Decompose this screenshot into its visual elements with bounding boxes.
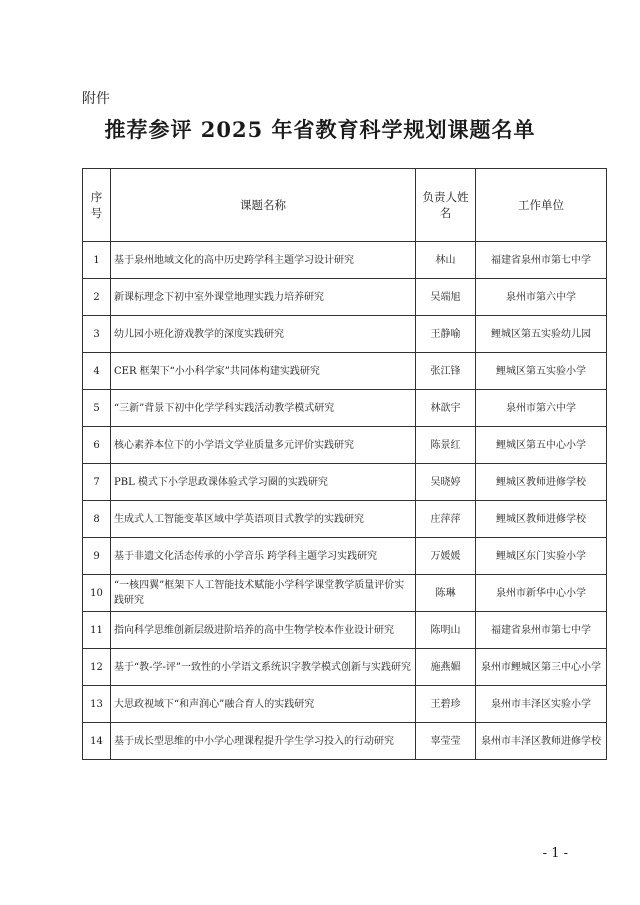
work-unit: 鲤城区第五中心小学	[476, 427, 607, 464]
table-row	[83, 501, 607, 538]
work-unit: 鲤城区第五实验幼儿园	[476, 316, 607, 353]
project-name: 指向科学思维创新层级进阶培养的高中生物学校本作业设计研究	[111, 612, 416, 649]
table-row	[83, 686, 607, 723]
header-unit: 工作单位	[476, 169, 607, 242]
project-name: 核心素养本位下的小学语文学业质量多元评价实践研究	[111, 427, 416, 464]
work-unit: 福建省泉州市第七中学	[476, 242, 607, 279]
project-leader: 施燕媚	[416, 649, 476, 686]
project-name: “一核四翼”框架下人工智能技术赋能小学科学课堂教学质量评价实践研究	[111, 575, 416, 612]
work-unit: 泉州市第六中学	[476, 390, 607, 427]
table-row	[83, 316, 607, 353]
project-name: 基于“教-学-评”一致性的小学语文系统识字教学模式创新与实践研究	[111, 649, 416, 686]
project-name: 基于泉州地域文化的高中历史跨学科主题学习设计研究	[111, 242, 416, 279]
work-unit: 泉州市丰泽区实验小学	[476, 686, 607, 723]
table-row	[83, 538, 607, 575]
project-name: 基于非遗文化活态传承的小学音乐 跨学科主题学习实践研究	[111, 538, 416, 575]
project-name: “三新”背景下初中化学学科实践活动教学模式研究	[111, 390, 416, 427]
row-number: 8	[83, 501, 111, 538]
work-unit: 鲤城区教师进修学校	[476, 501, 607, 538]
page-number: - 1 -	[542, 846, 568, 861]
row-number: 3	[83, 316, 111, 353]
table-row	[83, 612, 607, 649]
project-table	[82, 168, 607, 760]
work-unit: 鲤城区东门实验小学	[476, 538, 607, 575]
project-leader: 庄萍萍	[416, 501, 476, 538]
row-number: 6	[83, 427, 111, 464]
page-title: 推荐参评 2025 年省教育科学规划课题名单	[104, 117, 536, 142]
table-row	[83, 390, 607, 427]
row-number: 14	[83, 723, 111, 760]
work-unit: 泉州市鲤城区第三中心小学	[476, 649, 607, 686]
project-leader: 陈琳	[416, 575, 476, 612]
project-name: 幼儿园小班化游戏教学的深度实践研究	[111, 316, 416, 353]
project-name: 新课标理念下初中室外课堂地理实践力培养研究	[111, 279, 416, 316]
project-name: CER 框架下“小小科学家”共同体构建实践研究	[111, 353, 416, 390]
table-row	[83, 279, 607, 316]
work-unit: 鲤城区第五实验小学	[476, 353, 607, 390]
project-leader: 陈明山	[416, 612, 476, 649]
project-leader: 吴端旭	[416, 279, 476, 316]
project-leader: 张江锋	[416, 353, 476, 390]
table-row	[83, 353, 607, 390]
project-leader: 林歆宇	[416, 390, 476, 427]
project-leader: 林山	[416, 242, 476, 279]
work-unit: 泉州市丰泽区教师进修学校	[476, 723, 607, 760]
project-name: 生成式人工智能变革区域中学英语项目式教学的实践研究	[111, 501, 416, 538]
attachment-label: 附件	[82, 91, 110, 107]
row-number: 1	[83, 242, 111, 279]
table-row	[83, 575, 607, 612]
header-name: 课题名称	[111, 169, 416, 242]
work-unit: 泉州市第六中学	[476, 279, 607, 316]
table-row	[83, 427, 607, 464]
work-unit: 福建省泉州市第七中学	[476, 612, 607, 649]
row-number: 7	[83, 464, 111, 501]
project-name: PBL 模式下小学思政课体验式学习圈的实践研究	[111, 464, 416, 501]
project-name: 大思政视域下“和声润心”融合育人的实践研究	[111, 686, 416, 723]
table-row	[83, 649, 607, 686]
row-number: 4	[83, 353, 111, 390]
table-row	[83, 723, 607, 760]
work-unit: 泉州市新华中心小学	[476, 575, 607, 612]
row-number: 5	[83, 390, 111, 427]
table-row	[83, 242, 607, 279]
table-header-row	[83, 169, 607, 242]
project-leader: 吴晓婷	[416, 464, 476, 501]
row-number: 12	[83, 649, 111, 686]
row-number: 2	[83, 279, 111, 316]
row-number: 10	[83, 575, 111, 612]
project-leader: 万媛媛	[416, 538, 476, 575]
row-number: 11	[83, 612, 111, 649]
project-leader: 辜莹莹	[416, 723, 476, 760]
work-unit: 鲤城区教师进修学校	[476, 464, 607, 501]
project-leader: 王静喻	[416, 316, 476, 353]
row-number: 13	[83, 686, 111, 723]
project-name: 基于成长型思维的中小学心理课程提升学生学习投入的行动研究	[111, 723, 416, 760]
header-leader: 负责人姓名	[416, 169, 476, 242]
project-leader: 王碧珍	[416, 686, 476, 723]
header-no: 序号	[83, 169, 111, 242]
table-row	[83, 464, 607, 501]
row-number: 9	[83, 538, 111, 575]
project-leader: 陈景红	[416, 427, 476, 464]
